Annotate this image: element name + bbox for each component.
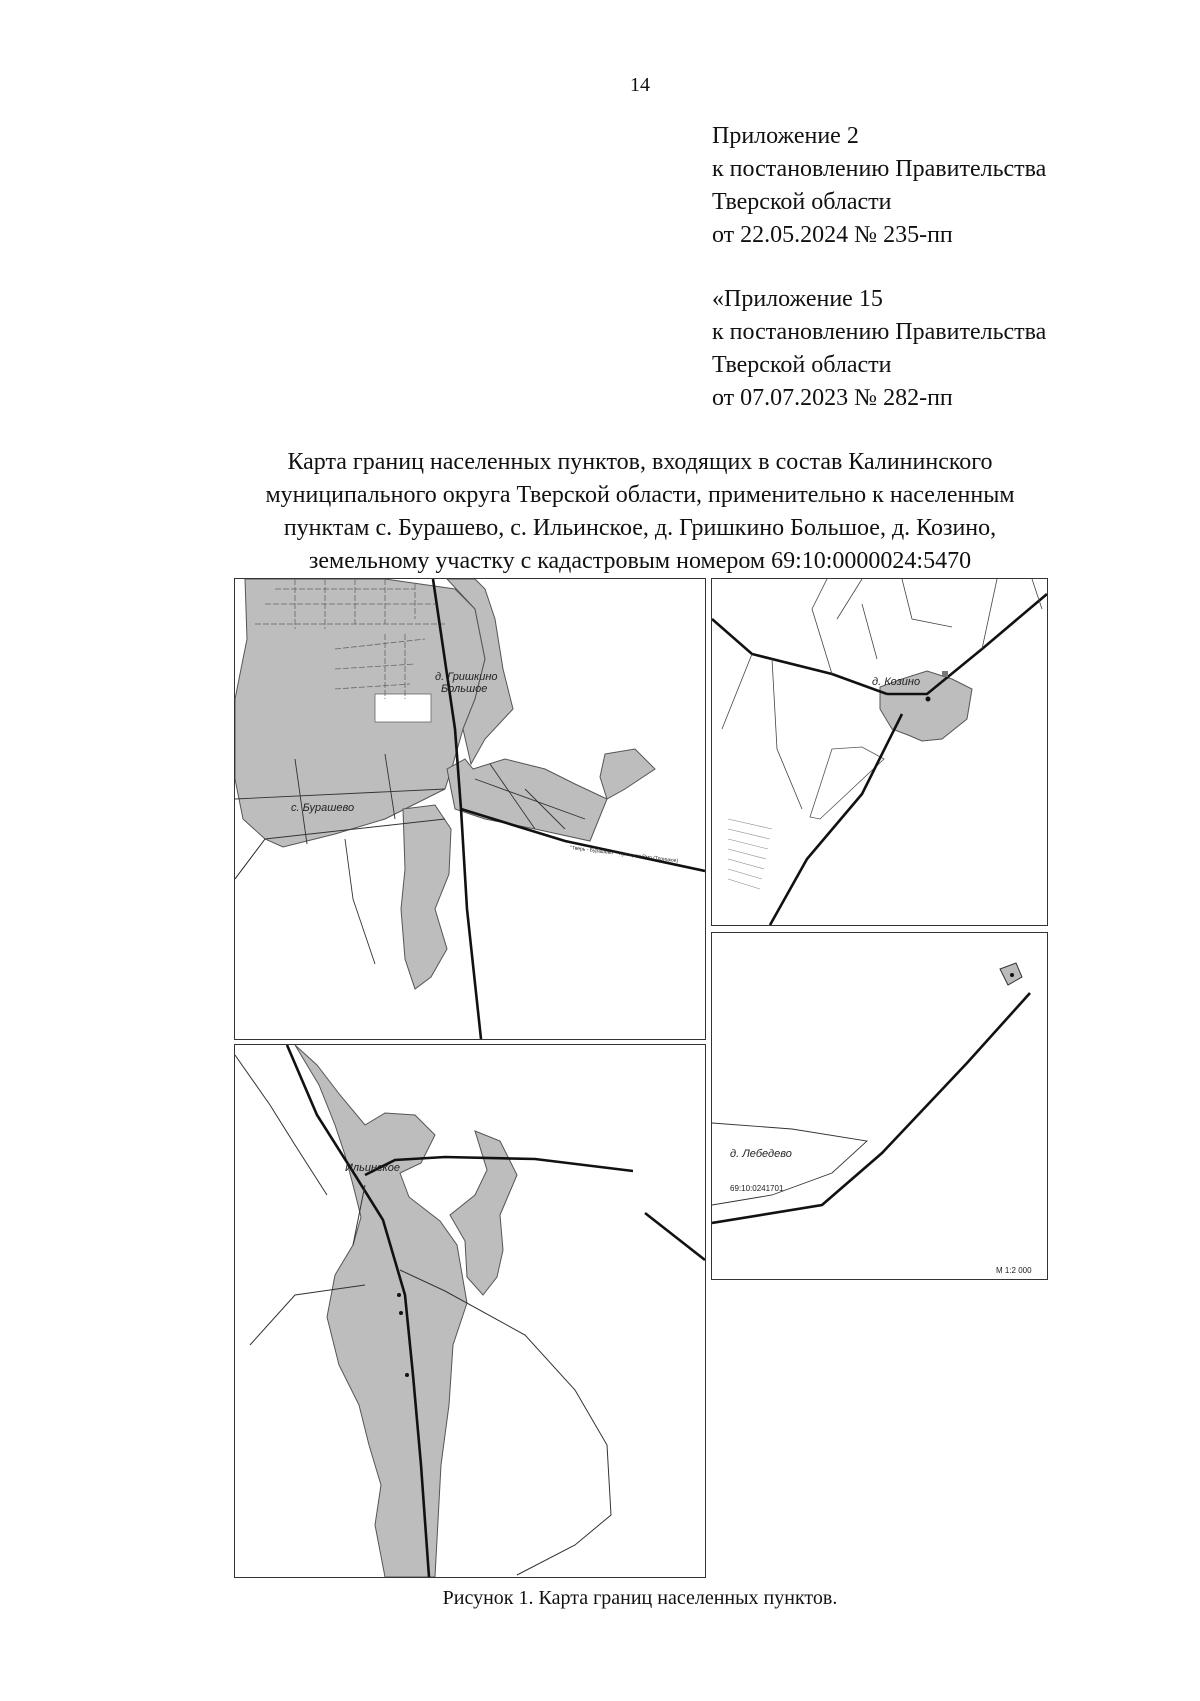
site-marker xyxy=(942,671,948,677)
figure-caption: Рисунок 1. Карта границ населенных пунктов. xyxy=(442,1587,838,1609)
title-line: Карта границ населенных пунктов, входящих в состав Калининского xyxy=(287,449,993,475)
site-marker xyxy=(1010,973,1014,977)
map-kozino xyxy=(711,578,1048,926)
label-kozino: д. Козино xyxy=(872,676,921,688)
appendix-line: от 22.05.2024 № 235-пп xyxy=(712,222,953,248)
settlement-area xyxy=(295,1045,467,1577)
scale-label: М 1:2 000 xyxy=(996,1266,1032,1275)
cleared-area xyxy=(375,694,431,722)
appendix-line: к постановлению Правительства xyxy=(712,156,1047,182)
site-marker xyxy=(397,1293,401,1297)
map-lebedevo xyxy=(711,932,1048,1280)
appendix-line: Тверской области xyxy=(712,189,892,215)
map-burashevo-drawing xyxy=(235,579,705,1039)
title-line: муниципального округа Тверской области, применительно к населенным xyxy=(265,482,1015,508)
site-marker xyxy=(399,1311,403,1315)
settlement-area xyxy=(235,579,488,847)
map-kozino-drawing xyxy=(712,579,1047,925)
label-ilinskoe: Ильинское xyxy=(345,1162,400,1174)
field-hatching xyxy=(728,819,772,889)
road-label: "Тверь - Бурашево" - Кулицкая Ямо (Троицкое) xyxy=(569,845,679,865)
label-grishkino-1: д. Гришкино xyxy=(435,671,498,683)
appendix-line: Приложение 2 xyxy=(712,123,859,149)
appendix-amended xyxy=(712,283,1046,415)
document-title xyxy=(150,446,1130,578)
map-burashevo xyxy=(234,578,706,1040)
secondary-road xyxy=(235,839,265,879)
settlement-area xyxy=(401,805,451,989)
site-marker xyxy=(405,1373,409,1377)
main-road xyxy=(770,714,902,925)
label-burashevo: с. Бурашево xyxy=(291,802,355,814)
appendix-line: к постановлению Правительства xyxy=(712,319,1047,345)
main-road xyxy=(645,1213,705,1260)
appendix-line: Тверской области xyxy=(712,352,892,378)
cadastral-number: 69:10:0241701 xyxy=(730,1184,784,1193)
appendix-line: «Приложение 15 xyxy=(712,286,883,312)
settlement-area xyxy=(600,749,655,799)
main-road xyxy=(712,619,887,694)
map-lebedevo-drawing xyxy=(712,933,1047,1279)
title-line: пунктам с. Бурашево, с. Ильинское, д. Гришкино Большое, д. Козино, xyxy=(283,515,997,541)
title-line: земельному участку с кадастровым номером 69:10:0000024:5470 xyxy=(308,548,972,574)
field-boundary xyxy=(810,747,884,819)
label-lebedevo: д. Лебедево xyxy=(730,1148,792,1160)
site-marker xyxy=(926,697,931,702)
appendix-current xyxy=(712,120,1046,252)
label-grishkino-2: Большое xyxy=(441,683,488,695)
map-ilinskoe xyxy=(234,1044,706,1578)
appendix-line: от 07.07.2023 № 282-пп xyxy=(712,385,953,411)
page-number: 14 xyxy=(630,74,650,96)
map-ilinskoe-drawing xyxy=(235,1045,705,1577)
